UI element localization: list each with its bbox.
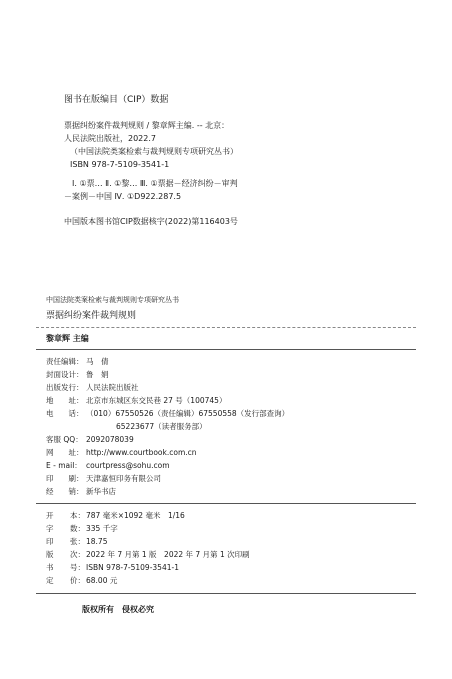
info-label: 定: [46, 576, 54, 585]
info-value: courtpress@sohu.com: [86, 461, 170, 470]
cip-title-line: 票据纠纷案件裁判规则 / 黎章辉主编. -- 北京：: [64, 121, 230, 130]
info-value: 北京市东城区东交民巷 27 号（100745）: [86, 396, 227, 405]
info-value: 马 倩: [86, 357, 109, 366]
info-value: ISBN 978-7-5109-3541-1: [86, 563, 179, 572]
info-label: 经 销：: [46, 487, 84, 496]
book-title: 票据纠纷案件裁判规则: [46, 311, 137, 321]
info-label: 责任编辑：: [46, 357, 84, 366]
info-value: （010）67550526（责任编辑）67550558（发行部查询）: [86, 409, 290, 418]
info-label: 书: [46, 563, 54, 572]
series-name: 中国法院类案检索与裁判规则专项研究丛书: [46, 296, 179, 304]
info-value: 68.00 元: [86, 576, 118, 585]
cip-series-line: （中国法院类案检索与裁判规则专项研究丛书）: [70, 147, 238, 156]
info-label: 出版发行：: [46, 383, 84, 392]
divider: [36, 503, 416, 504]
info-label: 号：: [70, 563, 85, 572]
info-label: 封面设计：: [46, 370, 84, 379]
cip-isbn-line: ISBN 978-7-5109-3541-1: [70, 160, 170, 169]
divider: [36, 327, 416, 328]
info-label: 印: [46, 537, 54, 546]
cip-classification-line-1: Ⅰ. ①票… Ⅱ. ①黎… Ⅲ. ①票据－经济纠纷－审判: [72, 179, 238, 188]
info-value: 人民法院出版社: [86, 383, 139, 392]
divider: [36, 593, 416, 594]
info-label: 客服 QQ：: [46, 435, 83, 444]
info-label: 网 址：: [46, 448, 84, 457]
info-value: 天津嘉恒印务有限公司: [86, 474, 161, 483]
info-label: 张：: [70, 537, 85, 546]
info-value: 鲁 娟: [86, 370, 109, 379]
info-value: http://www.courtbook.com.cn: [86, 448, 197, 457]
info-value: 2022 年 7 月第 1 版 2022 年 7 月第 1 次印刷: [86, 550, 250, 559]
info-label: 次：: [70, 550, 85, 559]
info-label: 字: [46, 524, 54, 533]
info-label: 地 址：: [46, 396, 84, 405]
info-value: 18.75: [86, 537, 108, 546]
info-value: 787 毫米×1092 毫米 1/16: [86, 511, 185, 520]
info-value: 335 千字: [86, 524, 118, 533]
info-label: 版: [46, 550, 54, 559]
copyright-notice: 版权所有 侵权必究: [82, 605, 154, 614]
cip-classification-line-2: －案例－中国 Ⅳ. ①D922.287.5: [64, 192, 182, 201]
info-label: 开: [46, 511, 54, 520]
book-editor: 黎章辉 主编: [46, 334, 89, 343]
info-label: 数：: [70, 524, 85, 533]
divider: [36, 349, 416, 350]
info-value: 65223677（读者服务部）: [116, 422, 207, 431]
info-label: E - mail：: [46, 461, 82, 470]
info-value: 新华书店: [86, 487, 116, 496]
cip-publisher-line: 人民法院出版社，2022.7: [64, 134, 156, 143]
info-value: 2092078039: [86, 435, 134, 444]
info-label: 本：: [70, 511, 85, 520]
info-label: 价：: [70, 576, 85, 585]
cip-record-number: 中国版本图书馆CIP数据核字(2022)第116403号: [64, 217, 238, 226]
cip-heading: 图书在版编目（CIP）数据: [64, 95, 169, 105]
info-label: 电 话：: [46, 409, 84, 418]
info-label: 印 刷：: [46, 474, 84, 483]
